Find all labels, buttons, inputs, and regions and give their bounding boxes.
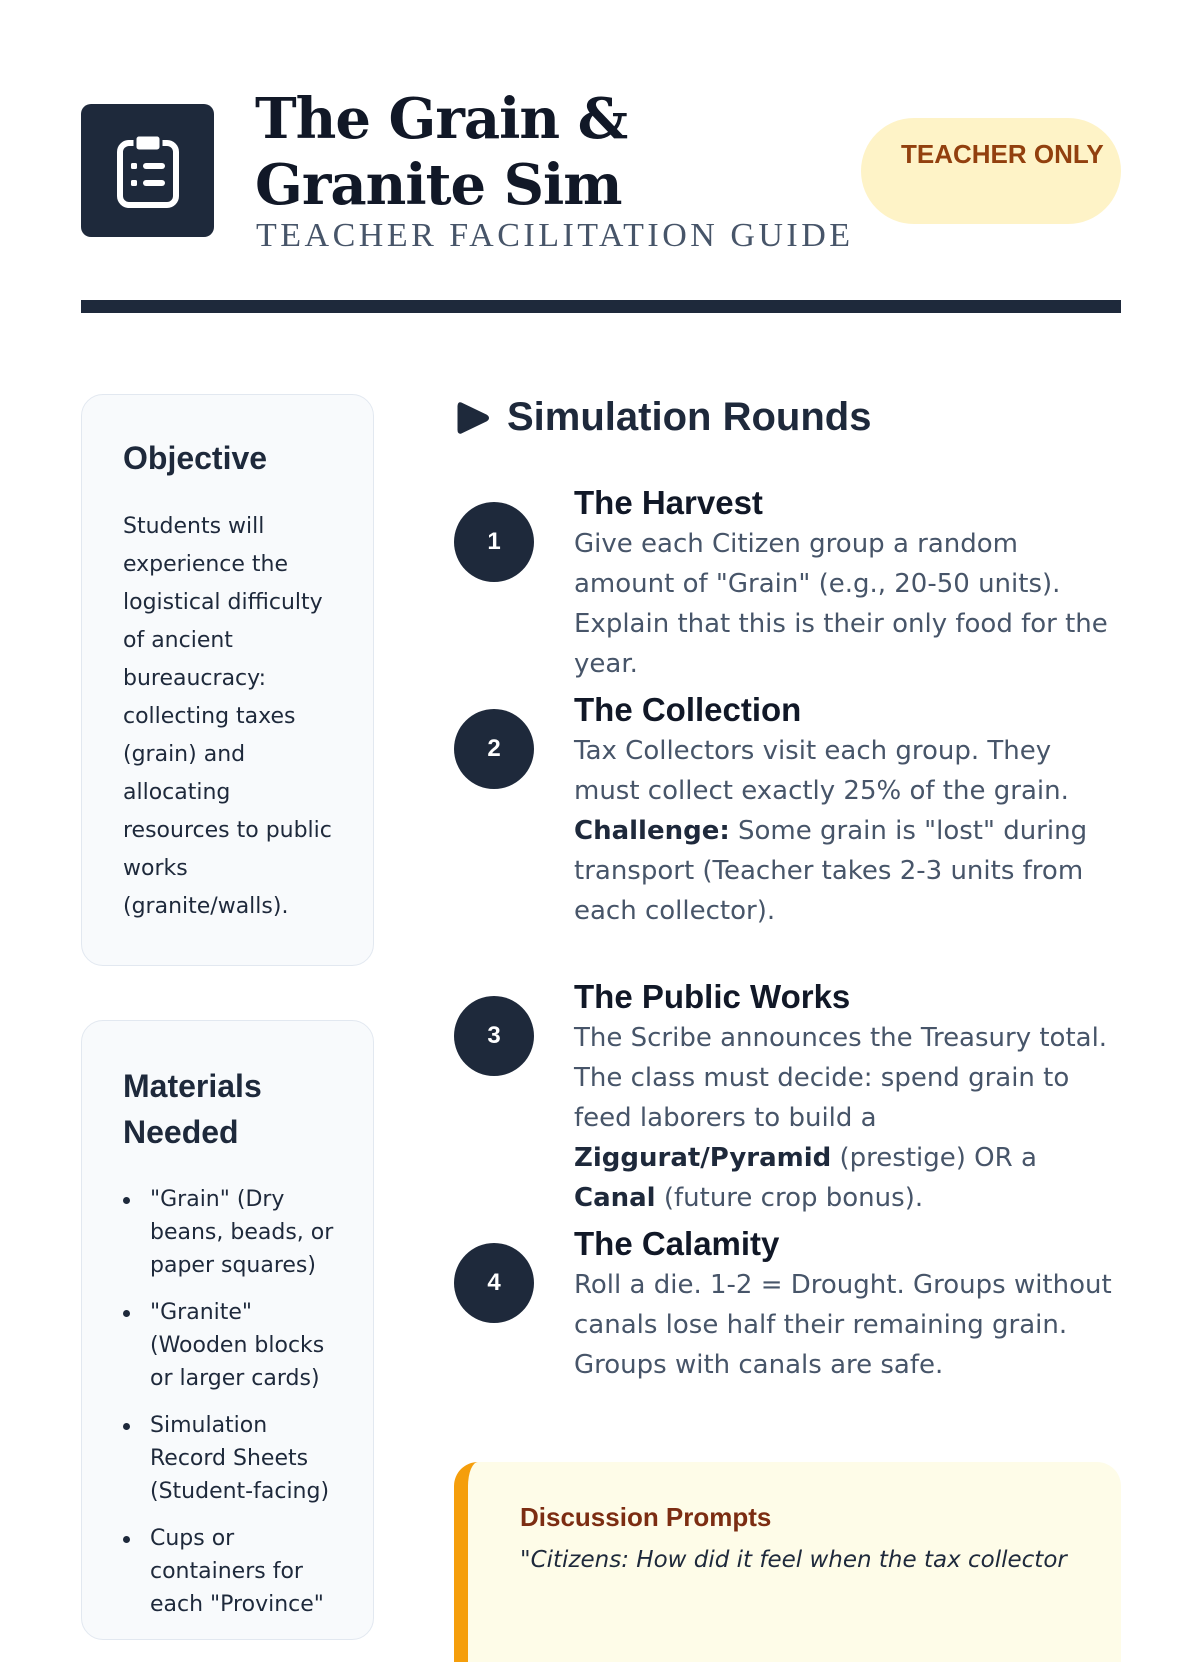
objective-heading: Objective bbox=[123, 440, 268, 476]
objective-text: Students will experience the logistical difficulty of ancient bureaucracy: collecting taxes (grain) and allocating resources to public works (granite/walls). bbox=[123, 514, 332, 919]
objective-card bbox=[81, 394, 374, 966]
materials-item: "Grain" (Dry beans, beads, or paper squares) bbox=[123, 1183, 343, 1282]
logo-badge bbox=[81, 104, 214, 237]
step-text: Give each Citizen group a random amount of "Grain" (e.g., 20-50 units). Explain that this is their only food for the year. bbox=[574, 529, 1108, 679]
canal-term: Canal bbox=[574, 1183, 656, 1213]
step-title: The Calamity bbox=[574, 1225, 780, 1262]
materials-heading: Materials Needed bbox=[123, 1068, 262, 1150]
materials-item: "Granite" (Wooden blocks or larger cards) bbox=[123, 1296, 343, 1395]
rounds-heading: Simulation Rounds bbox=[507, 395, 872, 439]
page-title: The Grain & Granite Sim bbox=[255, 86, 628, 218]
step-number: 2 bbox=[454, 709, 534, 789]
discussion-callout bbox=[454, 1462, 1121, 1662]
play-icon bbox=[457, 401, 489, 435]
step-number: 3 bbox=[454, 996, 534, 1076]
ziggurat-term: Ziggurat/Pyramid bbox=[574, 1143, 832, 1173]
teacher-only-badge: TEACHER ONLY bbox=[861, 118, 1121, 224]
materials-list bbox=[123, 1183, 343, 1621]
step-number: 4 bbox=[454, 1243, 534, 1323]
materials-item: Simulation Record Sheets (Student-facing) bbox=[123, 1409, 343, 1508]
step-number: 1 bbox=[454, 502, 534, 582]
discussion-heading: Discussion Prompts bbox=[520, 1502, 772, 1532]
page-subtitle: TEACHER FACILITATION GUIDE bbox=[256, 217, 854, 254]
challenge-label: Challenge: bbox=[574, 816, 730, 846]
step-title: The Public Works bbox=[574, 978, 851, 1015]
step-text: The Scribe announces the Treasury total. The class must decide: spend grain to feed laborers to build a Ziggurat/Pyramid (prestige) OR a Canal (future crop bonus). bbox=[574, 1023, 1108, 1213]
step-title: The Harvest bbox=[574, 484, 763, 521]
header-divider bbox=[81, 300, 1121, 313]
step-title: The Collection bbox=[574, 691, 802, 728]
materials-item: Cups or containers for each "Province" bbox=[123, 1522, 343, 1621]
page-header bbox=[81, 86, 1121, 254]
step-text: Roll a die. 1-2 = Drought. Groups without canals lose half their remaining grain. Groups with canals are safe. bbox=[574, 1270, 1112, 1380]
rounds-header bbox=[457, 395, 871, 440]
discussion-prompt: "Citizens: How did it feel when the tax collector bbox=[520, 1547, 1067, 1573]
materials-card bbox=[81, 1020, 374, 1640]
step-text: Tax Collectors visit each group. They must collect exactly 25% of the grain. Challenge: Some grain is "lost" during transport (Teacher takes 2-3 units from each collector). bbox=[574, 736, 1088, 926]
clipboard-icon bbox=[116, 133, 180, 209]
